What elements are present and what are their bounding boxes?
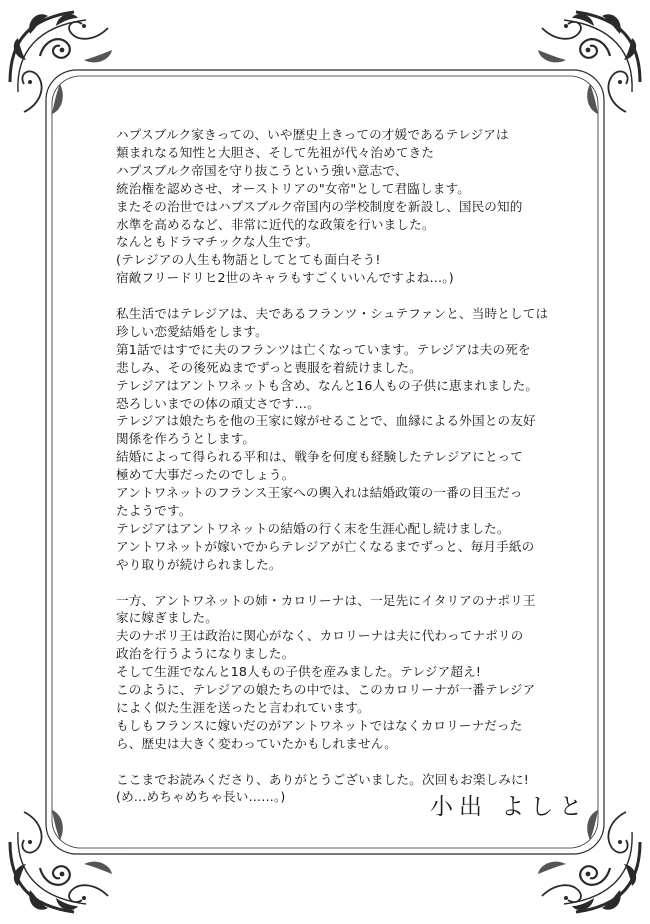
text-line: 類まれなる知性と大胆さ、そして先祖が代々治めてきた [116, 144, 435, 160]
text-line: 政治を行うようになりました。 [116, 646, 295, 662]
text-line: 結婚によって得られる平和は、戦争を何度も経験したテレジアにとって [116, 449, 523, 465]
text-line: 統治権を認めさせ、オーストリアの"女帝"として君臨します。 [116, 180, 470, 196]
text-line: 私生活ではテレジアは、夫であるフランツ・シュテファンと、当時としては [116, 306, 549, 322]
text-line: 第1話ではすでに夫のフランツは亡くなっています。テレジアは夫の死を [116, 341, 531, 357]
text-line: またその治世ではハプスブルク帝国内の学校制度を新設し、国民の知的 [116, 198, 523, 214]
text-line: テレジアはアントワネットも含め、なんと16人もの子供に恵まれました。 [116, 377, 539, 393]
text-line: 珍しい恋愛結婚をします。 [116, 323, 268, 339]
text-line: アントワネットのフランス王家への輿入れは結婚政策の一番の目玉だっ [116, 485, 523, 501]
text-line: 夫のナポリ王は政治に関心がなく、カロリーナは夫に代わってナポリの [116, 628, 524, 644]
corner-ornament-bottom-left [10, 794, 130, 912]
text-line: そして生涯でなんと18人もの子供を産みました。テレジア超え! [116, 664, 482, 680]
afterword-text [116, 126, 589, 824]
text-line: 極めて大事だったのでしょう。 [116, 467, 295, 483]
paragraph-1 [116, 126, 586, 287]
paragraph-3 [116, 592, 586, 753]
text-line: 家に嫁ぎました。 [116, 610, 218, 626]
corner-ornament-top-right [520, 12, 640, 130]
text-line: このように、テレジアの娘たちの中では、このカロリーナが一番テレジア [116, 682, 536, 698]
text-line: ハプスブルク帝国を守り抜こうという強い意志で、 [116, 162, 408, 178]
text-line: アントワネットが嫁いでからテレジアが亡くなるまでずっと、毎月手紙の [116, 538, 535, 554]
text-line: テレジアはアントワネットの結婚の行く末を生涯心配し続けました。 [116, 520, 510, 536]
text-line: 一方、アントワネットの姉・カロリーナは、一足先にイタリアのナポリ王 [116, 592, 536, 608]
text-line: たようです。 [116, 503, 192, 519]
corner-ornament-top-left [10, 12, 130, 130]
text-line: テレジアは娘たちを他の王家に嫁がせることで、血縁による外国との友好 [116, 413, 536, 429]
text-line: やり取りが続けられました。 [116, 556, 282, 572]
text-line: (テレジアの人生も物語としてとても面白そう! [116, 252, 381, 268]
text-line: ら、歴史は大きく変わっていたかもしれません。 [116, 735, 397, 751]
text-line: 悲しみ、その後死ぬまでずっと喪服を着続けました。 [116, 359, 422, 375]
author-signature: 小出 よしと [430, 794, 589, 820]
text-line: ここまでお読みくださり、ありがとうございました。次回もお楽しみに! [116, 771, 529, 787]
text-line: もしもフランスに嫁いだのがアントワネットではなくカロリーナだった [116, 717, 523, 733]
paragraph-2 [116, 305, 586, 574]
text-line: 恐ろしいまでの体の頑丈さです…。 [116, 395, 320, 411]
text-line: 宿敵フリードリヒ2世のキャラもすごくいいんですよね…。) [116, 270, 454, 286]
text-line: なんともドラマチックな人生です。 [116, 234, 319, 250]
text-line: 関係を作ろうとします。 [116, 431, 256, 447]
text-line: によく似た生涯を送ったと言われています。 [116, 699, 370, 715]
text-line: (め…めちゃめちゃ長い……。) [116, 789, 286, 805]
text-line: ハプスブルク家きっての、いや歴史上きっての才媛であるテレジアは [116, 127, 509, 142]
text-line: 水準を高めるなど、非常に近代的な政策を行いました。 [116, 216, 435, 232]
